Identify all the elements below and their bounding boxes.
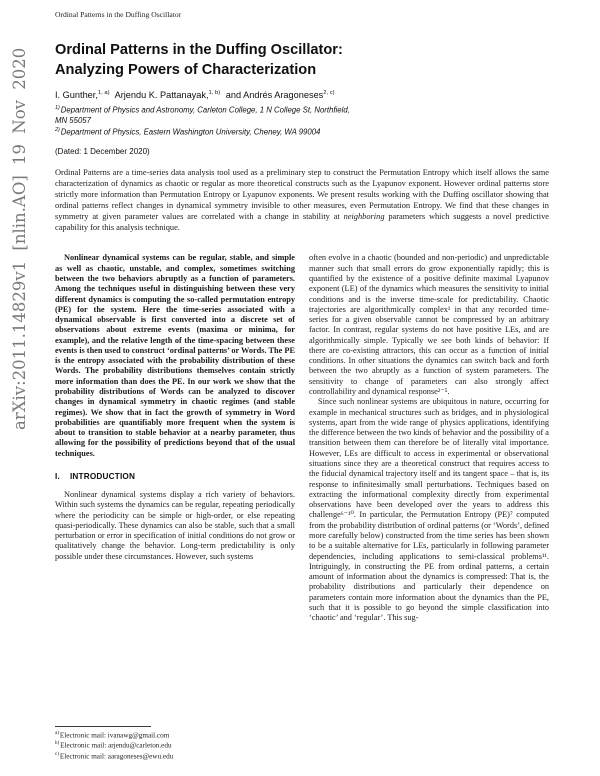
left-column [55,253,295,762]
abstract-text-1: Ordinal Patterns are a time-series data analysis tool used as a preliminary step to construct the Permutation Entropy which itself allows the same characterization of dynamics as chaotic or regular as more theoretical constructs such as the Lyapunov exponent. However ordinal patterns store strictly more information than Permutation Entropy or Lyapunov exponents. We present results working with the Duffing oscillator showing that ordinal patterns reflect changes in dynamical symmetry invisible to other measures, even Permutation Entropy. We find that these changes in symmetry at given parameter values are correlated with a change in stability at [55,167,549,222]
footnote-a-mark: a) [55,730,59,736]
footnote-b-mark: b) [55,741,60,747]
footnotes [55,721,295,762]
abstract-text-2: parameters which suggests a novel predictive capability for this analysis technique. [55,212,549,233]
affiliation-2-line-1: Department of Physics, Eastern Washington University, Cheney, WA 99004 [60,127,321,137]
footnote-a-text: Electronic mail: ivanawg@gmail.com [59,730,170,739]
intro-paragraph-1: Nonlinear dynamical systems display a rich variety of behaviors. Within such systems the dynamics can be regular, repeating periodically where the periodicity can be simple or high-order, or else repeating quasi-periodically. These dynamics can also be stable, such that a small perturbation or error in specification of initial conditions do not grow or qualitatively change the behavior. Long-term predictability is only possible under these circumstances. However, such systems [55,490,295,561]
running-header: Ordinal Patterns in the Duffing Oscillator [55,10,182,19]
affiliation-1 [55,105,549,127]
footnote-b-text: Electronic mail: arjendu@carleton.edu [60,741,172,750]
affiliation-2 [55,127,549,139]
two-column-body [55,253,549,762]
author-1-affil-mark: 1, a) [97,89,110,96]
title-line-1: Ordinal Patterns in the Duffing Oscillator: [55,42,343,58]
footnote-c [55,751,295,762]
author-3 [226,90,335,100]
abstract-italic-word: neighboring [343,212,385,222]
author-2-affil-mark: 1, b) [208,89,221,96]
abstract [55,167,549,234]
date-line: (Dated: 1 December 2020) [55,146,150,156]
right-column [309,253,549,762]
author-3-affil-mark: 2, c) [323,89,335,96]
paper-title [55,40,549,81]
footnote-c-text: Electronic mail: aaragoneses@ewu.edu [59,752,174,761]
author-3-name: and Andrés Aragoneses [225,89,324,100]
section-heading-introduction [55,472,295,481]
section-number: I. [55,472,60,481]
affiliation-1-line-2: MN 55057 [55,116,91,126]
footnote-a [55,730,295,741]
footnote-rule [55,726,151,727]
author-2 [115,90,221,100]
lead-paragraph: Nonlinear dynamical systems can be regular, stable, and simple as well as chaotic, unstable, and complex, sometimes switching between the two behaviors abruptly as a function of parameters. Among the techniques useful in distinguishing between these very different dynamics is computing the so-called permutation entropy (PE) for the system. Here the time-series associated with a dynamical observable is first converted into a discrete set of observations about extreme events (maxima or minima, for example), and the relative length of the time-spacing between these events is then used to construct ‘ordinal patterns’ or Words. The PE is the entropy associated with the probability distribution of these Words. The probability distributions themselves contain strictly more information than does the PE. In our work we show that the probability distributions of Words can be analyzed to discover changes in dynamical symmetry in chaotic regimes (and stable regimes). We show that in fact the growth of symmetry in Word probabilities are quantifiably more frequent when the system is about to transition to stable behavior at a nearby parameter, thus allowing for the possibility of predictions beyond that of the usual techniques. [55,253,295,458]
footnote-c-mark: c) [55,752,59,758]
right-paragraph-2: Since such nonlinear systems are ubiquitous in nature, occurring for example in mechanical structures such as bridges, and in physiological systems, apart from the wide range of physics applications, identifying the difference between the two kinds of behavior and the possibility of a transition between them can therefore be of literally vital importance. However, LEs are difficult to access in experimental or observational situations since they are a theoretical construct that requires access to the fiducial dynamical trajectory itself and its tangent space – that is, its response to infinitesimally small perturbations. Techniques based on extracting the informational complexity directly from experimental observations have been developed over the years to address this challenge⁶⁻¹⁰. In particular, the Permutation Entropy (PE)⁷ computed from the probability distribution of ordinal patterns (or ‘Words’, defined more carefully below) constructed from the time series has been shown to be a suitable alternative for LEs, particularly in following parameter dependencies, including applications to semi-classical problems¹¹. Intriguingly, in constructing the PE from ordinal patterns, a certain amount of information about the dynamics is compressed: That is, the probability distributions and particularly their dependence on parameters contain more information about the dynamics than the PE, such that it is possible to go beyond the simple classification into ‘chaotic’ and ‘regular’. This sug- [309,397,549,623]
footnote-b [55,740,295,751]
affiliation-1-line-1: Department of Physics and Astronomy, Carleton College, 1 N College St, Northfield, [60,105,350,115]
affiliation-2-mark: 2) [55,127,60,134]
affiliation-1-mark: 1) [55,104,60,111]
author-1 [55,90,110,100]
page-content [55,40,549,762]
author-1-name: I. Gunther, [55,89,98,100]
arxiv-watermark: arXiv:2011.14829v1 [nlin.AO] 19 Nov 2020 [10,47,29,430]
author-line [55,90,549,100]
section-label: INTRODUCTION [69,472,136,481]
right-paragraph-1: often evolve in a chaotic (bounded and non-periodic) and unpredictable manner such that small errors do grow exponentially rapidly; this is quantified by the existence of a positive definite maximal Lyapunov exponent (LE) of the dynamics which measures the sensitivity to initial conditions and is the inverse time-scale for predictability. Chaotic trajectories are algorithmically complex¹ in that any recorded time-series for a given observable cannot be compressed by an arbitrary factor. In contrast, regular systems do not have positive LEs, and are algorithmically simple. Typically we see both kinds of behavior: If there are co-existing attractors, this can occur as a function of initial conditions. In other situations the dynamics can switch back and forth between the two abruptly as a function of system parameters. The sensitivity to change of parameters can also strongly affect controllability and dynamical response²⁻⁵. [309,253,549,397]
title-line-2: Analyzing Powers of Characterization [55,62,317,79]
author-2-name: Arjendu K. Pattanayak, [114,89,209,100]
